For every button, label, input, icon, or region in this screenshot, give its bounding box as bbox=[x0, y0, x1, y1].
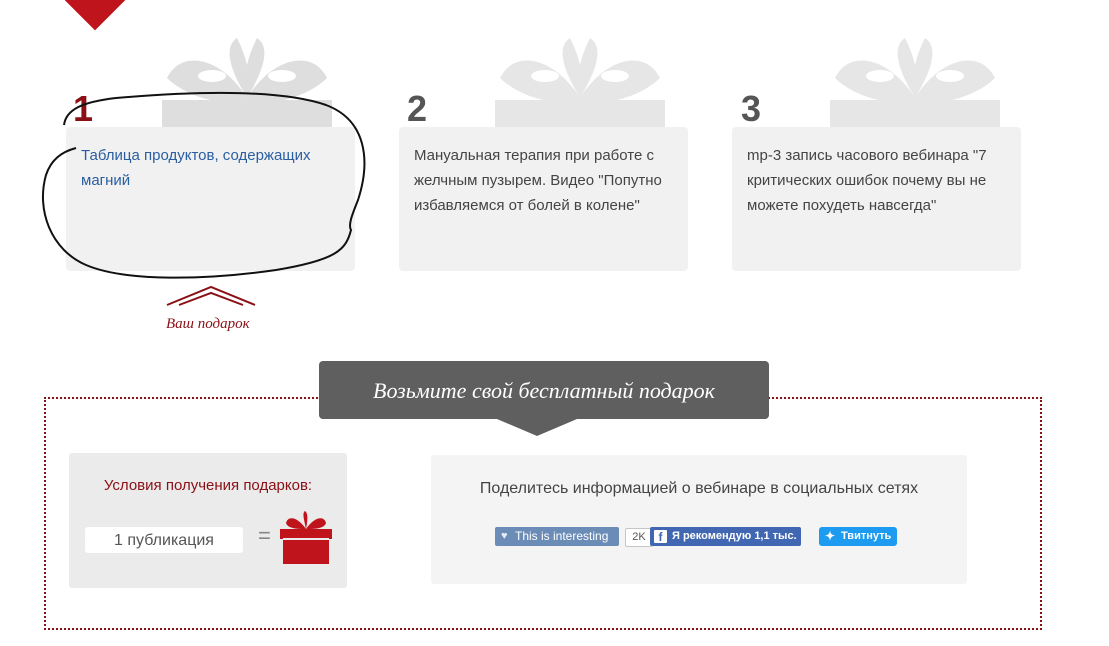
chevron-up-icon bbox=[165, 283, 257, 307]
corner-ribbon bbox=[60, 0, 131, 30]
callout-arrow bbox=[497, 419, 577, 436]
social-title: Поделитесь информацией о вебинаре в социальных сетях bbox=[479, 480, 919, 497]
gift-number: 3 bbox=[741, 88, 762, 129]
bow-icon bbox=[162, 38, 332, 133]
bow-icon bbox=[495, 38, 665, 133]
twitter-label: Твитнуть bbox=[841, 530, 892, 542]
equals-sign: = bbox=[258, 523, 271, 548]
conditions-title: Условия получения подарков: bbox=[103, 477, 313, 494]
gift-link[interactable]: Таблица продуктов, содержащих магний bbox=[81, 147, 311, 189]
facebook-label: Я рекомендую 1,1 тыс. bbox=[672, 530, 797, 542]
interesting-label: This is interesting bbox=[515, 529, 609, 543]
gift-description: Мануальная терапия при работе с желчным пузырем. Видео "Попутно избавляемся от болей в колене" bbox=[414, 147, 662, 214]
social-panel bbox=[431, 455, 967, 584]
twitter-button[interactable] bbox=[819, 527, 897, 546]
facebook-button[interactable] bbox=[650, 527, 801, 546]
bow-icon bbox=[830, 38, 1000, 133]
heart-icon: ♥ bbox=[501, 530, 508, 542]
gift-box-icon bbox=[278, 509, 334, 565]
gift-description: mp-3 запись часового вебинара "7 критических ошибок почему вы не можете похудеть навсегда" bbox=[747, 147, 987, 214]
your-gift-label: Ваш подарок bbox=[166, 316, 250, 332]
facebook-icon: f bbox=[654, 530, 667, 543]
gift-number: 2 bbox=[407, 88, 428, 129]
twitter-icon: ✦ bbox=[825, 529, 836, 543]
gift-number: 1 bbox=[73, 88, 94, 129]
interesting-count: 2K bbox=[625, 528, 653, 547]
interesting-button[interactable] bbox=[495, 527, 619, 546]
callout-title: Возьмите свой бесплатный подарок bbox=[319, 361, 769, 419]
publication-count: 1 публикация bbox=[85, 527, 243, 553]
conditions-panel bbox=[69, 453, 347, 588]
